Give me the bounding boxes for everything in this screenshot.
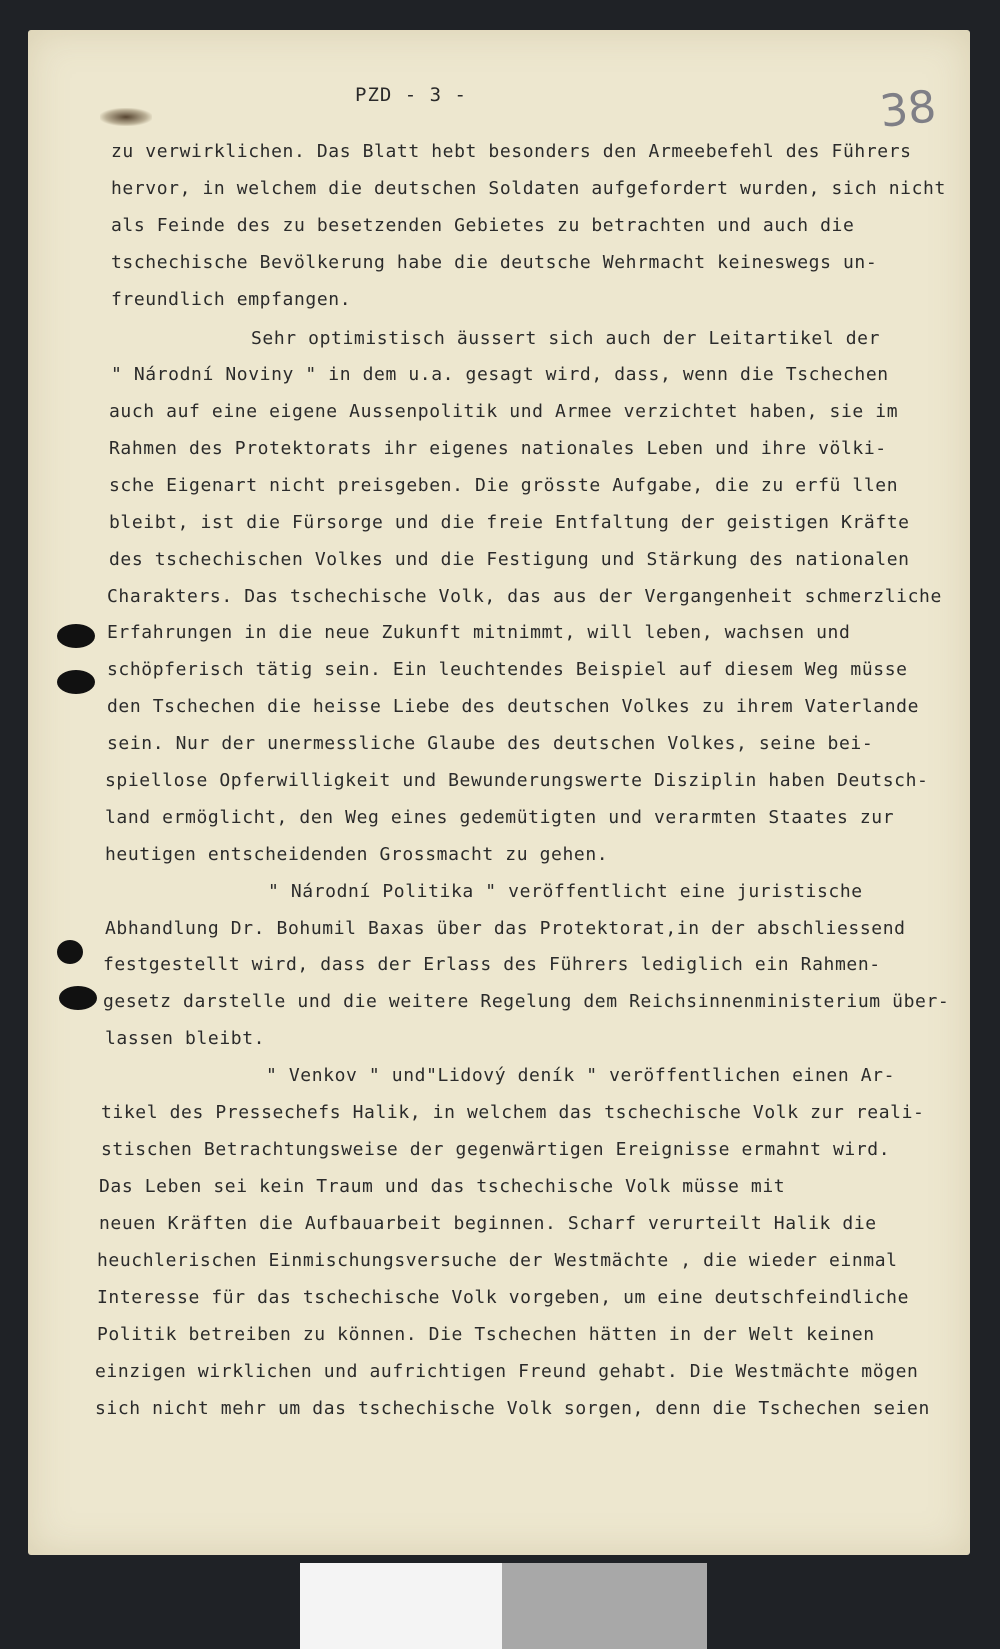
calibration-strip-white (300, 1563, 502, 1649)
punch-hole (57, 670, 95, 694)
text-line: tschechische Bevölkerung habe die deutsche Wehrmacht keineswegs un- (111, 252, 878, 273)
text-line: Das Leben sei kein Traum und das tschechische Volk müsse mit (99, 1176, 786, 1197)
text-line: Erfahrungen in die neue Zukunft mitnimmt, will leben, wachsen und (107, 622, 851, 643)
text-line: " Národní Politika " veröffentlicht eine juristische (268, 881, 863, 902)
text-line: heuchlerischen Einmischungsversuche der Westmächte , die wieder einmal (97, 1250, 898, 1271)
punch-hole (57, 940, 83, 964)
text-line: den Tschechen die heisse Liebe des deutschen Volkes zu ihrem Vaterlande (107, 696, 920, 717)
text-line: lassen bleibt. (105, 1028, 266, 1049)
text-line: gesetz darstelle und die weitere Regelung dem Reichsinnenministerium über- (103, 991, 950, 1012)
text-line: heutigen entscheidenden Grossmacht zu gehen. (105, 844, 609, 865)
text-line: spiellose Opferwilligkeit und Bewunderungswerte Disziplin haben Deutsch- (105, 770, 929, 791)
text-line: des tschechischen Volkes und die Festigung und Stärkung des nationalen (109, 549, 910, 570)
text-line: als Feinde des zu besetzenden Gebietes zu betrachten und auch die (111, 215, 855, 236)
text-line: bleibt, ist die Fürsorge und die freie Entfaltung der geistigen Kräfte (109, 512, 910, 533)
text-line: " Národní Noviny " in dem u.a. gesagt wird, dass, wenn die Tschechen (111, 364, 889, 385)
text-line: neuen Kräften die Aufbauarbeit beginnen. Scharf verurteilt Halik die (99, 1213, 877, 1234)
text-line: Charakters. Das tschechische Volk, das aus der Vergangenheit schmerzliche (107, 586, 942, 607)
text-line: einzigen wirklichen und aufrichtigen Freund gehabt. Die Westmächte mögen (95, 1361, 919, 1382)
punch-hole (57, 624, 95, 648)
text-line: Rahmen des Protektorats ihr eigenes nationales Leben und ihre völki- (109, 438, 887, 459)
text-line: freundlich empfangen. (111, 289, 352, 310)
text-line: land ermöglicht, den Weg eines gedemütigten und verarmten Staates zur (105, 807, 895, 828)
text-line: stischen Betrachtungsweise der gegenwärtigen Ereignisse ermahnt wird. (101, 1139, 891, 1160)
text-line: Interesse für das tschechische Volk vorgeben, um eine deutschfeindliche (97, 1287, 910, 1308)
text-line: schöpferisch tätig sein. Ein leuchtendes Beispiel auf diesem Weg müsse (107, 659, 908, 680)
text-line: auch auf eine eigene Aussenpolitik und Armee verzichtet haben, sie im (109, 401, 899, 422)
text-line: sein. Nur der unermessliche Glaube des deutschen Volkes, seine bei- (107, 733, 874, 754)
punch-hole (59, 986, 97, 1010)
text-line: " Venkov " und"Lidový deník " veröffentlichen einen Ar- (266, 1065, 896, 1086)
text-line: Politik betreiben zu können. Die Tschechen hätten in der Welt keinen (97, 1324, 875, 1345)
text-line: Sehr optimistisch äussert sich auch der Leitartikel der (251, 328, 881, 349)
text-line: zu verwirklichen. Das Blatt hebt besonders den Armeebefehl des Führers (111, 141, 912, 162)
handwritten-folio-number: 38 (877, 81, 939, 138)
calibration-strip-gray (502, 1563, 707, 1649)
text-line: sche Eigenart nicht preisgeben. Die grösste Aufgabe, die zu erfü llen (109, 475, 899, 496)
ink-stain (100, 108, 152, 126)
text-line: tikel des Pressechefs Halik, in welchem das tschechische Volk zur reali- (101, 1102, 925, 1123)
page-header: PZD - 3 - (355, 84, 467, 106)
text-line: Abhandlung Dr. Bohumil Baxas über das Protektorat,in der abschliessend (105, 918, 906, 939)
text-line: sich nicht mehr um das tschechische Volk sorgen, denn die Tschechen seien (95, 1398, 930, 1419)
text-line: festgestellt wird, dass der Erlass des Führers lediglich ein Rahmen- (103, 954, 881, 975)
text-line: hervor, in welchem die deutschen Soldaten aufgefordert wurden, sich nicht (111, 178, 946, 199)
